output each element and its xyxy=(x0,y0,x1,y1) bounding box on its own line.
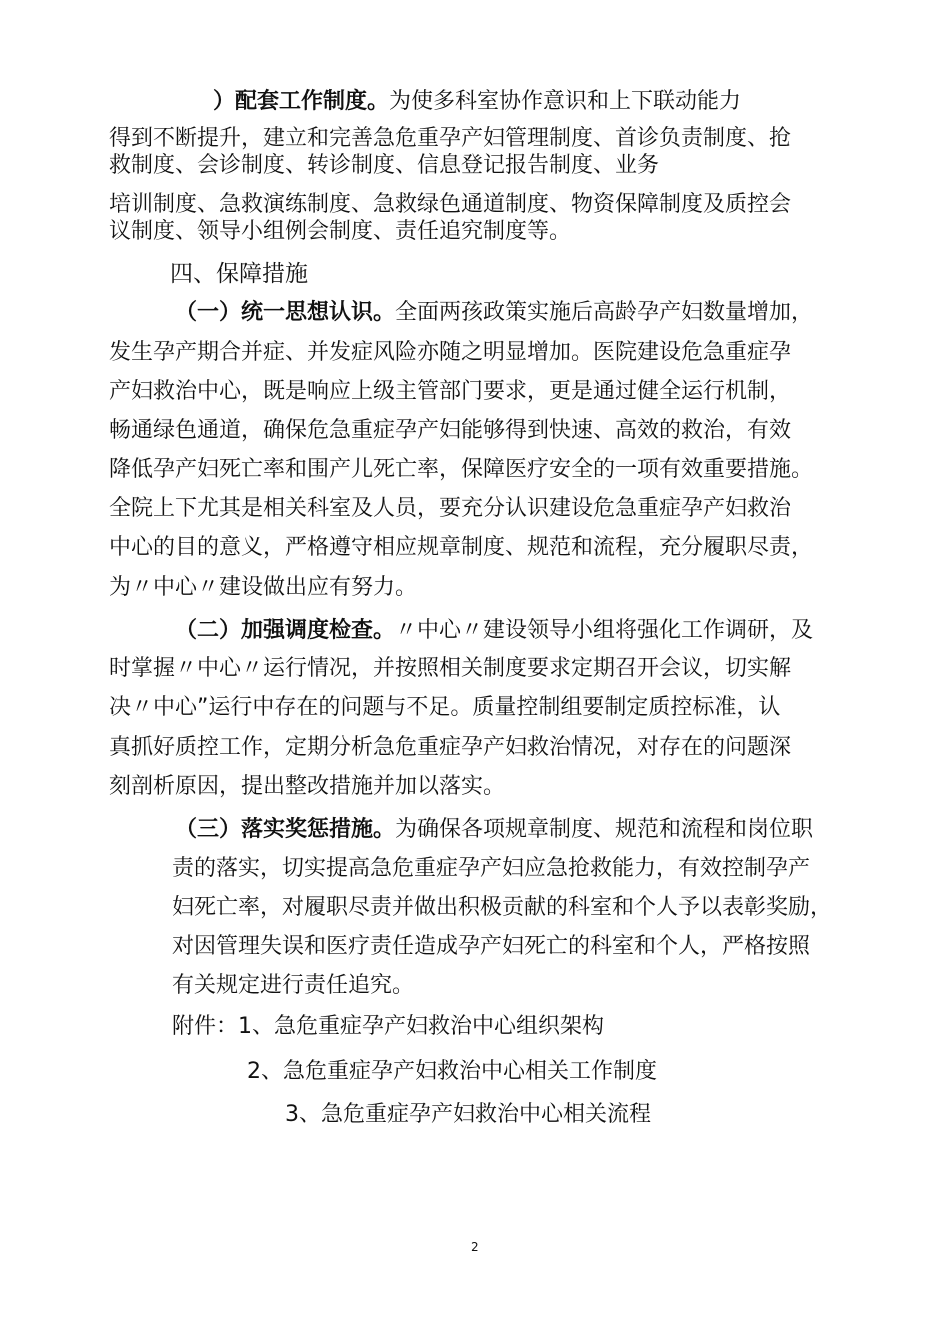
paragraph-line xyxy=(213,88,741,116)
page-number: 2 xyxy=(471,1240,479,1254)
paragraph-line: 产妇救治中心，既是响应上级主管部门要求，更是通过健全运行机制， xyxy=(109,379,792,404)
paragraph-line: 培训制度、急救演练制度、急救绿色通道制度、物资保障制度及质控会 xyxy=(109,192,792,217)
paragraph-line: 时掌握〃中心〃运行情况，并按照相关制度要求定期召开会议，切实解 xyxy=(109,656,792,681)
paragraph-line: 降低孕产妇死亡率和围产儿死亡率，保障医疗安全的一项有效重要措施。 xyxy=(109,457,814,482)
attachment-line xyxy=(172,1013,604,1041)
paragraph-line xyxy=(175,816,813,844)
paragraph-line: 刻剖析原因，提出整改措施并加以落实。 xyxy=(109,774,506,799)
subsection-heading: （二）加强调度检查。 xyxy=(175,618,396,643)
paragraph-line: 中心的目的意义，严格遵守相应规章制度、规范和流程，充分履职尽责， xyxy=(109,535,814,560)
paragraph-line: 决〃中心”运行中存在的问题与不足。质量控制组要制定质控标准，认 xyxy=(109,695,781,720)
paragraph-line: 救制度、会诊制度、转诊制度、信息登记报告制度、业务 xyxy=(109,153,660,178)
paragraph-line: 议制度、领导小组例会制度、责任追究制度等。 xyxy=(109,219,572,244)
attachment-item: 2、急危重症孕产妇救治中心相关工作制度 xyxy=(247,1059,657,1084)
paragraph-line: 真抓好质控工作，定期分析急危重症孕产妇救治情况，对存在的问题深 xyxy=(109,735,792,760)
body-text: 为确保各项规章制度、规范和流程和岗位职 xyxy=(395,817,814,842)
paragraph-line xyxy=(175,617,813,645)
paragraph-line xyxy=(175,299,813,327)
paragraph-line: 发生孕产期合并症、并发症风险亦随之明显增加。医院建设危急重症孕 xyxy=(109,340,792,365)
paragraph-line: 妇死亡率，对履职尽责并做出积极贡献的科室和个人予以表彰奖励， xyxy=(172,895,833,920)
body-text: 为使多科室协作意识和上下联动能力 xyxy=(389,89,742,114)
subsection-heading: ）配套工作制度。 xyxy=(213,89,390,114)
paragraph-line: 得到不断提升，建立和完善急危重孕产妇管理制度、首诊负责制度、抢 xyxy=(109,126,792,151)
section-title: 四、保障措施 xyxy=(170,261,308,287)
attachment-item: 1、急危重症孕产妇救治中心组织架构 xyxy=(238,1014,605,1039)
subsection-heading: （三）落实奖惩措施。 xyxy=(175,817,396,842)
attachment-item: 3、急危重症孕产妇救治中心相关流程 xyxy=(285,1102,651,1127)
body-text: 〃中心〃建设领导小组将强化工作调研，及 xyxy=(395,618,814,643)
paragraph-line: 责的落实，切实提高急危重症孕产妇应急抢救能力，有效控制孕产 xyxy=(172,856,811,881)
paragraph-line: 对因管理失误和医疗责任造成孕产妇死亡的科室和个人，严格按照 xyxy=(172,934,811,959)
paragraph-line: 全院上下尤其是相关科室及人员，要充分认识建设危急重症孕产妇救治 xyxy=(109,496,792,521)
body-text: 全面两孩政策实施后高龄孕产妇数量增加， xyxy=(395,300,814,325)
subsection-heading: （一）统一思想认识。 xyxy=(175,300,396,325)
paragraph-line: 畅通绿色通道，确保危急重症孕产妇能够得到快速、高效的救治，有效 xyxy=(109,418,792,443)
paragraph-line: 有关规定进行责任追究。 xyxy=(172,973,415,998)
attachment-label: 附件： xyxy=(172,1014,239,1039)
paragraph-line: 为〃中心〃建设做出应有努力。 xyxy=(109,575,418,600)
